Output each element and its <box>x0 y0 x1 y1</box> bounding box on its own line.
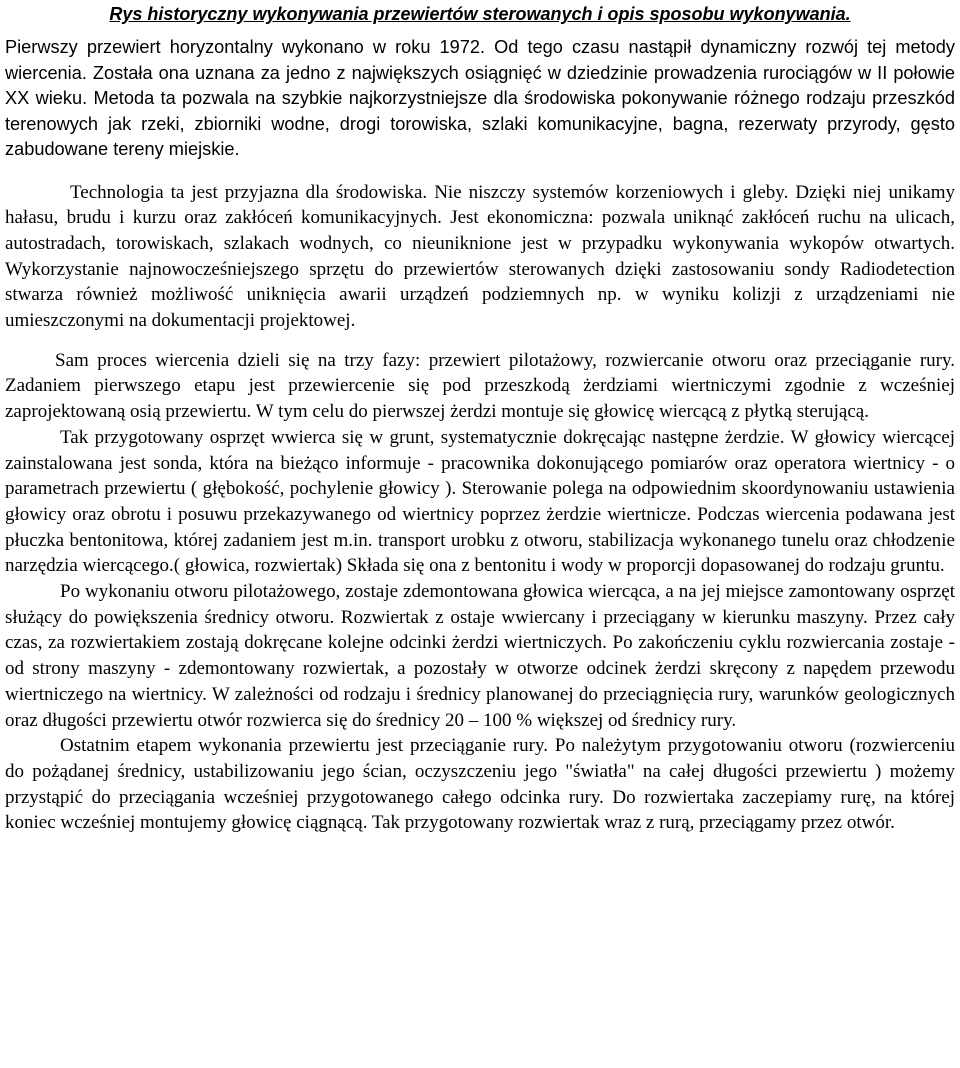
paragraph-environment: Technologia ta jest przyjazna dla środowiska. Nie niszczy systemów korzeniowych i gleby. Dzięki niej unikamy hałasu, brudu i kurzu oraz zakłóceń komunikacyjnych. Jest ekonomiczna: pozwala uniknąć zakłóceń ruchu na ulicach, autostradach, torowiskach, szlakach wodnych, co nieuniknione jest w przypadku wykonywania wykopów otwartych. Wykorzystanie najnowocześniejszego sprzętu do przewiertów sterowanych dzięki zastosowaniu sondy Radiodetection stwarza również możliwość uniknięcia awarii urządzeń podziemnych np. w wyniku kolizji z urządzeniami nie umieszczonymi na dokumentacji projektowej. <box>5 181 955 332</box>
paragraph-reaming: Po wykonaniu otworu pilotażowego, zostaje zdemontowana głowica wiercąca, a na jej miejsce zamontowany osprzęt służący do powiększenia średnicy otworu. Rozwiertak z ostaje wwiercany i przeciągany w kierunku maszyny. Przez cały czas, za rozwiertakiem zostają dokręcane kolejne odcinki żerdzi wiertniczych. Po zakończeniu cyklu rozwiercania zostaje - od strony maszyny - zdemontowany rozwiertak, a pozostały w otworze odcinek żerdzi skręcony z napędem przewodu wiertniczego na wiertnicy. W zależności od rodzaju i średnicy planowanej do przeciągnięcia rury, warunków geologicznych oraz długości przewiertu otwór rozwierca się do średnicy 20 – 100 % większej od średnicy rury. <box>5 581 955 731</box>
paragraph-pipe-pullback: Ostatnim etapem wykonania przewiertu jest przeciąganie rury. Po należytym przygotowaniu otworu (rozwierceniu do pożądanej średnicy, ustabilizowaniu jego ścian, oczyszczeniu jego "światła" na całej długości przewiertu ) możemy przystąpić do przeciągania wcześniej przygotowanego całego odcinka rury. Do rozwiertaka zaczepiamy rurę, na której koniec wcześniej montujemy głowicę ciągnącą. Tak przygotowany rozwiertak wraz z rurą, przeciągamy przez otwór. <box>5 735 955 834</box>
document-title: Rys historyczny wykonywania przewiertów sterowanych i opis sposobu wykonywania. <box>109 4 851 24</box>
paragraph-history: Pierwszy przewiert horyzontalny wykonano w roku 1972. Od tego czasu nastąpił dynamiczny rozwój tej metody wiercenia. Została ona uznana za jedno z największych osiągnięć w dziedzinie prowadzenia rurociągów w II połowie XX wieku. Metoda ta pozwala na szybkie najkorzystniejsze dla środowiska pokonywanie różnego rodzaju przeszkód terenowych jak rzeki, zbiorniki wodne, drogi torowiska, szlaki komunikacyjne, bagna, rezerwaty przyrody, gęsto zabudowane tereny miejskie. <box>5 37 955 159</box>
paragraph-pilot-drilling: Tak przygotowany osprzęt wwierca się w grunt, systematycznie dokręcając następne żerdzie. W głowicy wiercącej zainstalowana jest sonda, która na bieżąco informuje - pracownika dokonującego pomiarów oraz operatora wiertnicy - o parametrach przewiertu ( głębokość, pochylenie głowicy ). Sterowanie polega na odpowiednim skoordynowaniu ustawienia głowicy oraz obrotu i posuwu przekazywanego od wiertnicy poprzez żerdzie wiertnicze. Podczas wiercenia podawana jest płuczka bentonitowa, której zadaniem jest m.in. transport urobku z otworu, stabilizacja wykonanego tunelu oraz chłodzenie narzędzia wiercącego.( głowica, rozwiertak) Składa się ona z bentonitu i wody w proporcji dopasowanej do rodzaju gruntu. <box>5 426 955 577</box>
paragraph-drilling-phases: Sam proces wiercenia dzieli się na trzy fazy: przewiert pilotażowy, rozwiercanie otworu oraz przeciąganie rury. Zadaniem pierwszego etapu jest przewiercenie się pod przeszkodą żerdziami wiertniczymi zgodnie z wcześniej zaprojektowaną osią przewiertu. W tym celu do pierwszej żerdzi montuje się głowicę wiercącą z płytką sterującą. <box>5 349 955 423</box>
